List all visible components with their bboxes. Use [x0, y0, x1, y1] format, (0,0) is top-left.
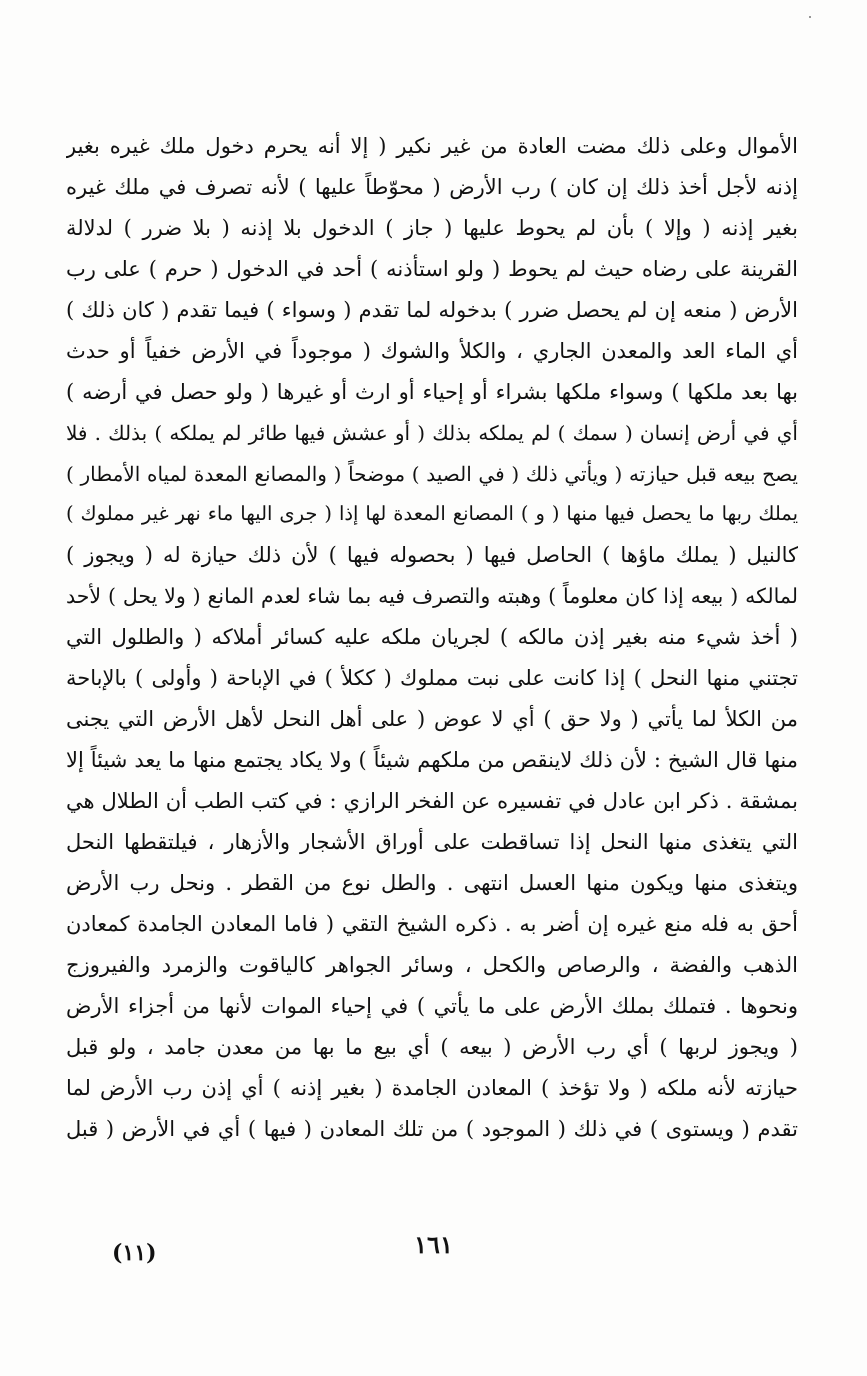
- body-text: [66, 126, 798, 1149]
- text-line: كالنيل ( يملك ماؤها ) الحاصل فيها ( بحصوله فيها ) لأن ذلك حيازة له ( ويجوز ): [66, 543, 798, 568]
- text-line: تجتني منها النحل ) إذا كانت على نبت مملوك ( ككلأ ) في الإباحة ( وأولى ) بالإباحة: [66, 666, 798, 691]
- text-line: الذهب والفضة ، والرصاص والكحل ، وسائر الجواهر كالياقوت والزمرد والفيروزج: [66, 952, 798, 977]
- page-speck: [809, 16, 811, 18]
- text-line: الأرض ( منعه إن لم يحصل ضرر ) بدخوله لما تقدم ( وسواء ) فيما تقدم ( كان ذلك ): [66, 297, 798, 322]
- text-line: منها قال الشيخ : لأن ذلك لاينقص من ملكهم شيئاً ) ولا يكاد يجتمع منها ما يعد شيئاً إلا: [66, 748, 798, 773]
- text-line: بغير إذنه ( وإلا ) بأن لم يحوط عليها ( جاز ) الدخول بلا إذنه ( بلا ضرر ) لدلالة: [66, 215, 798, 240]
- text-line: ( ويجوز لربها ) أي رب الأرض ( بيعه ) أي بيع ما بها من معدن جامد ، ولو قبل: [66, 1034, 798, 1059]
- text-line: أحق به فله منع غيره إن أضر به . ذكره الشيخ التقي ( فاما المعادن الجامدة كمعادن: [66, 911, 798, 936]
- text-line: يصح بيعه قبل حيازته ( ويأتي ذلك ( في الصيد ) موضحاً ( والمصانع المعدة لمياه الأمطار ): [66, 461, 798, 486]
- page-footer: [0, 1230, 867, 1274]
- page-number: ١٦١: [414, 1230, 453, 1259]
- text-line: أي الماء العد والمعدن الجاري ، والكلأ والشوك ( موجوداً في الأرض خفياً أو حدث: [66, 338, 798, 363]
- text-line: بمشقة . ذكر ابن عادل في تفسيره عن الفخر الرازي : في كتب الطب أن الطلال هي: [66, 789, 798, 813]
- text-line: إذنه لأجل أخذ ذلك إن كان ) رب الأرض ( محوّطاً عليها ) لأنه تصرف في ملك غيره: [66, 174, 798, 199]
- text-line: يملك ربها ما يحصل فيها منها ( و ) المصانع المعدة لها إذا ( جرى اليها ماء نهر غير مملوك ): [66, 502, 798, 526]
- text-line: ويتغذى منها ويكون منها العسل انتهى . والطل نوع من القطر . ونحل رب الأرض: [66, 870, 798, 895]
- text-line: لمالكه ( بيعه إذا كان معلوماً ) وهبته والتصرف فيه بما شاء لعدم المانع ( ولا يحل ) لأحد: [66, 584, 798, 609]
- text-line: ( أخذ شيء منه بغير إذن مالكه ) لجريان ملكه عليه كسائر أملاكه ( والطلول التي: [66, 625, 798, 650]
- text-line: أي في أرض إنسان ( سمك ) لم يملكه بذلك ( أو عشش فيها طائر لم يملكه ) بذلك . فلا: [66, 420, 798, 445]
- text-line: تقدم ( ويستوى ) في ذلك ( الموجود ) من تلك المعادن ( فيها ) أي في الأرض ( قبل: [66, 1116, 798, 1141]
- text-line: التي يتغذى منها النحل إذا تساقطت على أوراق الأشجار والأزهار ، فيلتقطها النحل: [66, 829, 798, 854]
- text-line: القرينة على رضاه حيث لم يحوط ( ولو استأذنه ) أحد في الدخول ( حرم ) على رب: [66, 256, 798, 281]
- text-line: الأموال وعلى ذلك مضت العادة من غير نكير ( إلا أنه يحرم دخول ملك غيره بغير: [66, 134, 798, 158]
- text-line: حيازته لأنه ملكه ( ولا تؤخذ ) المعادن الجامدة ( بغير إذنه ) أي إذن رب الأرض لما: [66, 1075, 798, 1100]
- text-line: ونحوها . فتملك بملك الأرض على ما يأتي ) في إحياء الموات لأنها من أجزاء الأرض: [66, 993, 798, 1018]
- signature-mark: (١١): [112, 1240, 157, 1266]
- text-line: بها بعد ملكها ) وسواء ملكها بشراء أو إحياء أو ارث أو غيرها ( ولو حصل في أرضه ): [66, 379, 798, 404]
- text-line: من الكلأ لما يأتي ( ولا حق ) أي لا عوض ( على أهل النحل لأهل الأرض التي يجنى: [66, 707, 798, 732]
